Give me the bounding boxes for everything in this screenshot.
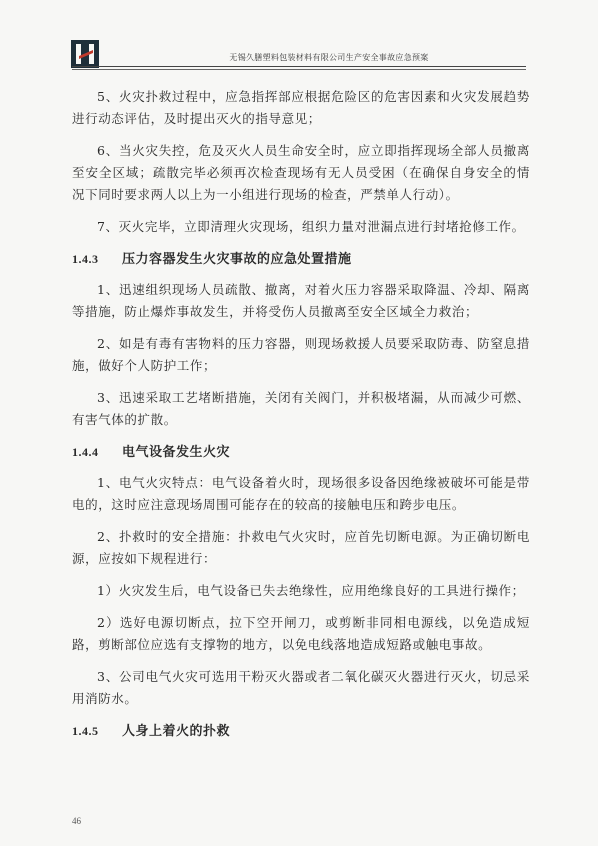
paragraph: 1、迅速组织现场人员疏散、撤离，对着火压力容器采取降温、冷却、隔离等措施，防止爆炸事故发生，并将受伤人员撤离至安全区域全力救治；	[72, 282, 530, 319]
header-rule	[72, 66, 526, 67]
section-number: 1.4.3	[72, 252, 99, 266]
paragraph: 5、火灾扑救过程中，应急指挥部应根据危险区的危害因素和火灾发展趋势进行动态评估，及时提出灭火的指导意见；	[72, 89, 530, 126]
paragraph: 1、电气火灾特点：电气设备着火时，现场很多设备因绝缘被破坏可能是带电的，这时应注意现场周围可能存在的较高的接触电压和跨步电压。	[72, 475, 530, 512]
paragraph: 1）火灾发生后，电气设备已失去绝缘性，应用绝缘良好的工具进行操作；	[97, 583, 525, 598]
section-heading	[72, 720, 530, 743]
paragraph: 6、当火灾失控，危及灭火人员生命安全时，应立即指挥现场全部人员撤离至安全区域；疏散完毕必须再次检查现场有无人员受困（在确保自身安全的情况下同时要求两人以上为一小组进行现场的检查，严禁单人行动）。	[72, 143, 530, 202]
header-rule-thin	[72, 69, 526, 70]
header-title: 无锡久膳塑料包装材料有限公司生产安全事故应急预案	[229, 53, 429, 62]
page-number: 46	[72, 816, 81, 826]
section-title: 电气设备发生火灾	[122, 445, 231, 460]
section-heading	[72, 441, 530, 464]
paragraph: 7、灭火完毕，立即清理火灾现场，组织力量对泄漏点进行封堵抢修工作。	[97, 219, 525, 234]
paragraph: 3、公司电气火灾可选用干粉灭火器或者二氧化碳灭火器进行灭火，切忌采用消防水。	[72, 669, 530, 706]
paragraph: 2、如是有毒有害物料的压力容器，则现场救援人员要采取防毒、防窒息措施，做好个人防护工作；	[72, 336, 530, 373]
paragraph: 2、扑救时的安全措施：扑救电气火灾时，应首先切断电源。为正确切断电源，应按如下规程进行：	[72, 529, 530, 566]
section-title: 压力容器发生火灾事故的应急处置措施	[122, 252, 352, 267]
document-body	[72, 86, 530, 751]
section-heading	[72, 248, 530, 271]
section-title: 人身上着火的扑救	[122, 724, 231, 739]
paragraph: 2）选好电源切断点，拉下空开闸刀，或剪断非同相电源线，以免造成短路，剪断部位应选有支撑物的地方，以免电线落地造成短路或触电事故。	[72, 615, 530, 652]
company-logo-icon	[71, 40, 99, 68]
paragraph: 3、迅速采取工艺堵断措施，关闭有关阀门，并积极堵漏，从而减少可燃、有害气体的扩散。	[72, 390, 530, 427]
section-number: 1.4.5	[72, 724, 99, 738]
section-number: 1.4.4	[72, 445, 99, 459]
